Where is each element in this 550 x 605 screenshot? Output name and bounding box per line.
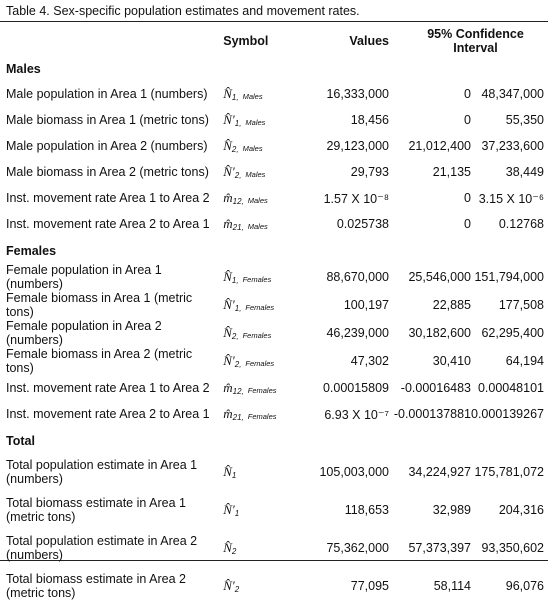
symbol-glyph: N̂′: [223, 353, 235, 368]
row-value: 47,302: [350, 354, 389, 368]
ci-upper: 204,316: [498, 503, 544, 517]
row-value: 100,197: [343, 298, 389, 312]
symbol-glyph: N̂: [223, 325, 232, 340]
ci-upper: 0.000139267: [471, 407, 544, 421]
symbol-sex-tag: Females: [247, 412, 277, 421]
ci-upper: 175,781,072: [474, 465, 544, 479]
row-symbol: [217, 185, 303, 211]
row-label: Male population in Area 1 (numbers): [6, 87, 208, 101]
symbol-glyph: N̂: [223, 269, 232, 284]
row-symbol: [217, 491, 303, 529]
ci-lower: 25,546,000: [408, 270, 471, 284]
symbol-subscript: 1,: [234, 119, 242, 128]
row-value: 6.93 X 10⁻⁷: [324, 407, 389, 422]
symbol-subscript: 2,: [231, 332, 239, 341]
ci-lower: 30,182,600: [408, 326, 471, 340]
ci-upper: 177,508: [498, 298, 544, 312]
symbol-glyph: N̂: [223, 86, 232, 101]
section-row: [6, 427, 544, 453]
ci-upper: 3.15 X 10⁻⁶: [478, 191, 544, 206]
row-value: 77,095: [350, 579, 389, 593]
row-value: 29,793: [350, 165, 389, 179]
row-value: 118,653: [344, 503, 389, 517]
row-symbol: [217, 133, 303, 159]
symbol-subscript: 2: [234, 585, 240, 594]
symbol-glyph: N̂: [223, 464, 232, 479]
section-title: Males: [6, 62, 41, 76]
table-row: [6, 107, 544, 133]
symbol-glyph: N̂′: [223, 164, 235, 179]
symbol-subscript: 21,: [232, 223, 244, 232]
ci-lower: 30,410: [432, 354, 471, 368]
ci-lower: 57,373,397: [408, 541, 471, 555]
ci-upper: 48,347,000: [481, 87, 544, 101]
header-row: [6, 27, 544, 55]
section-title: Females: [6, 244, 57, 258]
ci-upper: 62,295,400: [481, 326, 544, 340]
estimates-table: [6, 27, 544, 605]
symbol-sex-tag: Males: [247, 222, 268, 231]
section-row: [6, 237, 544, 263]
symbol-sex-tag: Females: [242, 275, 272, 284]
row-symbol: [217, 107, 303, 133]
row-label: Male biomass in Area 2 (metric tons): [6, 165, 209, 179]
symbol-glyph: N̂′: [223, 502, 235, 517]
row-symbol: [217, 291, 303, 319]
ci-lower: -0.00016483: [400, 381, 471, 395]
table-row: [6, 319, 544, 347]
ci-upper: 38,449: [505, 165, 544, 179]
symbol-glyph: N̂′: [223, 297, 235, 312]
ci-upper: 55,350: [505, 113, 544, 127]
row-symbol: [217, 401, 303, 427]
table-row: [6, 567, 544, 605]
row-value: 1.57 X 10⁻⁸: [323, 191, 389, 206]
symbol-glyph: m̂: [223, 380, 233, 395]
row-label: Male population in Area 2 (numbers): [6, 139, 208, 153]
symbol-sex-tag: Males: [242, 92, 263, 101]
ci-upper: 151,794,000: [474, 270, 544, 284]
row-value: 88,670,000: [326, 270, 389, 284]
table-row: [6, 375, 544, 401]
symbol-glyph: m̂: [223, 190, 233, 205]
row-label: Total biomass estimate in Area 2 (metric tons): [6, 572, 186, 600]
symbol-sex-tag: Females: [247, 386, 277, 395]
symbol-subscript: 2,: [234, 171, 242, 180]
row-label: Female population in Area 2 (numbers): [6, 319, 162, 347]
ci-lower: -0.000137881: [393, 407, 471, 421]
symbol-glyph: N̂: [223, 138, 232, 153]
symbol-subscript: 1,: [231, 276, 239, 285]
ci-lower: 32,989: [432, 503, 471, 517]
ci-lower: 0: [464, 191, 471, 205]
row-label: Female biomass in Area 2 (metric tons): [6, 347, 193, 375]
symbol-sex-tag: Females: [245, 359, 275, 368]
ci-lower: 58,114: [433, 579, 471, 593]
row-symbol: [217, 529, 303, 567]
symbol-subscript: 1,: [234, 304, 242, 313]
ci-upper: 0.12768: [498, 217, 544, 231]
ci-lower: 0: [464, 113, 471, 127]
symbol-sex-tag: Males: [247, 196, 268, 205]
symbol-subscript: 21,: [232, 413, 244, 422]
table-row: [6, 185, 544, 211]
symbol-glyph: m̂: [223, 406, 233, 421]
header-confidence-interval: 95% Confidence Interval: [427, 27, 524, 55]
symbol-sex-tag: Females: [242, 331, 272, 340]
symbol-sex-tag: Males: [242, 144, 263, 153]
row-symbol: [217, 81, 303, 107]
row-label: Inst. movement rate Area 2 to Area 1: [6, 217, 210, 231]
ci-lower: 21,012,400: [408, 139, 471, 153]
ci-lower: 0: [464, 87, 471, 101]
row-value: 0.00015809: [322, 381, 389, 395]
table-row: [6, 159, 544, 185]
section-title: Total: [6, 434, 35, 448]
table-row: [6, 347, 544, 375]
section-row: [6, 55, 544, 81]
row-symbol: [217, 211, 303, 237]
row-label: Inst. movement rate Area 1 to Area 2: [6, 381, 210, 395]
header-description: [6, 27, 217, 55]
ci-upper: 93,350,602: [481, 541, 544, 555]
row-symbol: [217, 263, 303, 291]
row-symbol: [217, 347, 303, 375]
symbol-sex-tag: Males: [245, 118, 266, 127]
table-row: [6, 133, 544, 159]
table-row: [6, 81, 544, 107]
symbol-sex-tag: Males: [245, 170, 266, 179]
symbol-sex-tag: Females: [245, 303, 275, 312]
table-row: [6, 263, 544, 291]
symbol-subscript: 1,: [231, 93, 239, 102]
row-label: Total population estimate in Area 2 (numbers): [6, 534, 198, 562]
ci-upper: 37,233,600: [481, 139, 544, 153]
symbol-glyph: N̂′: [223, 578, 235, 593]
symbol-subscript: 2: [231, 547, 237, 556]
header-symbol: Symbol: [223, 34, 269, 48]
row-value: 16,333,000: [326, 87, 389, 101]
row-value: 18,456: [350, 113, 389, 127]
ci-upper: 96,076: [505, 579, 544, 593]
symbol-subscript: 12,: [232, 197, 244, 206]
row-label: Female population in Area 1 (numbers): [6, 263, 162, 291]
row-label: Female biomass in Area 1 (metric tons): [6, 291, 193, 319]
ci-upper: 64,194: [505, 354, 544, 368]
top-rule: [0, 21, 548, 22]
ci-lower: 0: [464, 217, 471, 231]
table-row: [6, 453, 544, 491]
row-value: 29,123,000: [326, 139, 389, 153]
ci-lower: 22,885: [432, 298, 471, 312]
row-label: Inst. movement rate Area 2 to Area 1: [6, 407, 210, 421]
ci-upper: 0.00048101: [477, 381, 544, 395]
row-symbol: [217, 453, 303, 491]
symbol-glyph: N̂′: [223, 112, 235, 127]
symbol-subscript: 1: [234, 509, 240, 518]
table-row: [6, 491, 544, 529]
symbol-subscript: 2,: [234, 360, 242, 369]
header-values: Values: [349, 34, 389, 48]
table-row: [6, 401, 544, 427]
table-row: [6, 211, 544, 237]
table-caption: Table 4. Sex-specific population estimates and movement rates.: [6, 4, 360, 18]
row-value: 46,239,000: [326, 326, 389, 340]
row-symbol: [217, 319, 303, 347]
row-symbol: [217, 375, 303, 401]
symbol-glyph: m̂: [223, 216, 233, 231]
row-symbol: [217, 159, 303, 185]
ci-lower: 21,135: [432, 165, 471, 179]
row-label: Total population estimate in Area 1 (numbers): [6, 458, 198, 486]
row-value: 0.025738: [336, 217, 389, 231]
table-row: [6, 291, 544, 319]
symbol-subscript: 12,: [232, 387, 244, 396]
table-row: [6, 529, 544, 567]
symbol-subscript: 2,: [231, 145, 239, 154]
row-label: Total biomass estimate in Area 1 (metric tons): [6, 496, 186, 524]
row-symbol: [217, 567, 303, 605]
row-value: 105,003,000: [319, 465, 389, 479]
row-label: Male biomass in Area 1 (metric tons): [6, 113, 209, 127]
row-label: Inst. movement rate Area 1 to Area 2: [6, 191, 210, 205]
ci-lower: 34,224,927: [408, 465, 471, 479]
row-value: 75,362,000: [326, 541, 389, 555]
symbol-subscript: 1: [231, 471, 237, 480]
symbol-glyph: N̂: [223, 540, 232, 555]
